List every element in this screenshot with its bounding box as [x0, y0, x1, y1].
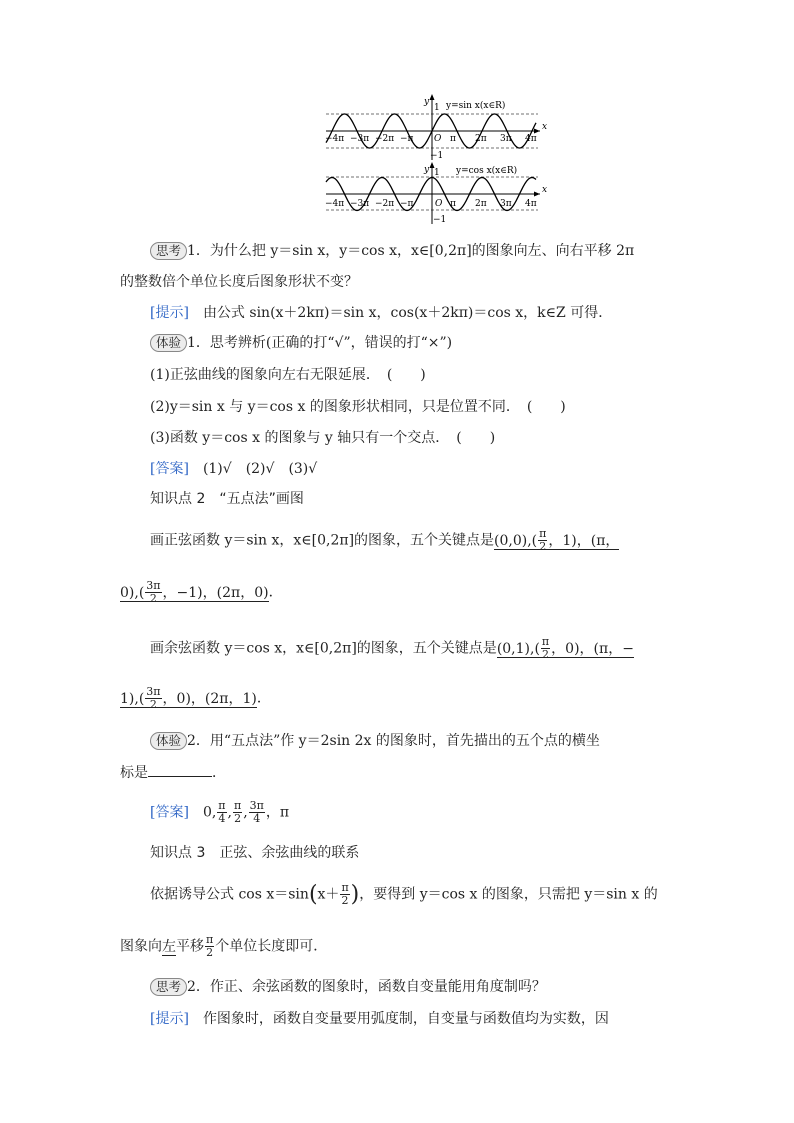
think1-line1: [150, 240, 634, 260]
cosine-x-label: x: [542, 185, 548, 195]
sine-origin: O: [434, 134, 442, 144]
sin-five-line1: 画正弦函数 y＝sin x，x∈[0,2π]的图象，五个关键点是(0,0),( $\frac{\pi}{2}$ ，1)，(π，: [150, 527, 620, 553]
exp1-item-2: (2)y＝sin x 与 y＝cos x 的图象形状相同，只是位置不同． ( ): [150, 399, 566, 415]
kp2-title: 知识点 2 “五点法”画图: [150, 491, 304, 507]
tick-label: −3π: [350, 134, 370, 144]
exp2-line2: 标是 ．: [120, 765, 226, 781]
answer-tag-2: [答案]: [150, 804, 189, 821]
cosine-eq-label: y=cos x(x∈R): [456, 166, 518, 176]
cosine-graph: [320, 162, 550, 228]
tick-label: −2π: [375, 134, 395, 144]
tick-label: 2π: [475, 199, 487, 209]
kp3-title: 知识点 3 正弦、余弦曲线的联系: [150, 845, 360, 861]
cosine-origin: O: [435, 199, 443, 209]
tick-label: 3π: [500, 199, 512, 209]
think1-line2: 的整数倍个单位长度后图象形状不变？: [120, 274, 358, 290]
exp1-item-1: (1)正弦曲线的图象向左右无限延展． ( ): [150, 367, 426, 383]
think-tag: 思考: [150, 242, 187, 260]
tick-label: 3π: [500, 134, 512, 144]
cosine-y-label: y: [424, 165, 430, 175]
think-tag-2: 思考: [150, 978, 187, 996]
tick-label: 2π: [475, 134, 487, 144]
experience-tag-2: 体验: [150, 732, 187, 750]
sine-neg-one: −1: [430, 151, 444, 161]
cosine-neg-one: −1: [433, 215, 447, 225]
tick-label: 4π: [525, 199, 537, 209]
exp2-line1: 体验 2．用“五点法”作 y＝2sin 2x 的图象时，首先描出的五个点的横坐: [150, 730, 600, 750]
cos-five-line1: 画余弦函数 y＝cos x，x∈[0,2π]的图象，五个关键点是(0,1),( $\frac{\pi}{2}$ ，0)，(π，−: [150, 635, 634, 661]
ans2: [答案] 0, $\frac{\pi}{4}$ , $\frac{\pi}{2}$ , $\frac{3\pi}{4}$ ，π: [150, 799, 290, 825]
ans1-text: (1)√ (2)√ (3)√: [202, 461, 318, 477]
ans1: [150, 458, 317, 478]
tick-label: −3π: [350, 199, 370, 209]
cos-five-line2: 1),( $\frac{3\pi}{2}$ ，0)，(2π，1)．: [120, 685, 271, 711]
tick-label: −4π: [325, 134, 345, 144]
answer-tag: [答案]: [150, 461, 189, 477]
tick-label: π: [450, 134, 456, 144]
experience-tag: 体验: [150, 334, 187, 352]
exp1-title: [150, 332, 452, 352]
think2: 思考 2．作正、余弦函数的图象时，函数自变量能用角度制吗？: [150, 976, 546, 996]
tick-label: −π: [400, 199, 414, 209]
sine-y-label: y: [424, 97, 430, 107]
sin-five-line2: 0),( $\frac{3\pi}{2}$ ，−1)，(2π，0)．: [120, 579, 283, 605]
induction-line2: 图象向左平移 $\frac{\pi}{2}$ 个单位长度即可．: [120, 933, 328, 959]
tick-label: −π: [400, 134, 414, 144]
sine-graph: [320, 92, 550, 162]
hint2: [提示] 作图象时，函数自变量要用弧度制，自变量与函数值均为实数，因: [150, 1011, 609, 1027]
exp1-item-3: (3)函数 y＝cos x 的图象与 y 轴只有一个交点． ( ): [150, 430, 496, 446]
tick-label: −2π: [375, 199, 395, 209]
induction-line1: 依据诱导公式 cos x＝sin(x＋ $\frac{\pi}{2}$ )，要得到 y＝cos x 的图象，只需把 y＝sin x 的: [150, 881, 658, 907]
sine-x-label: x: [542, 122, 548, 132]
hint1-text: 由公式 sin(x＋2kπ)＝sin x，cos(x＋2kπ)＝cos x，k∈Z 可得．: [202, 305, 613, 321]
cosine-one: 1: [434, 168, 440, 178]
sine-one: 1: [434, 103, 440, 113]
hint1: [150, 302, 612, 322]
sine-eq-label: y=sin x(x∈R): [446, 101, 506, 111]
tick-label: 4π: [525, 134, 537, 144]
exp1-title-text: 1．思考辨析(正确的打“√”，错误的打“×”): [187, 335, 453, 351]
tick-label: −4π: [325, 199, 345, 209]
hint-tag-2: [提示]: [150, 1011, 189, 1027]
tick-label: π: [450, 199, 456, 209]
think1-question: 1．为什么把 y＝sin x，y＝cos x，x∈[0,2π]的图象向左、向右平移 2π: [187, 243, 635, 259]
hint-tag: [提示]: [150, 305, 189, 321]
